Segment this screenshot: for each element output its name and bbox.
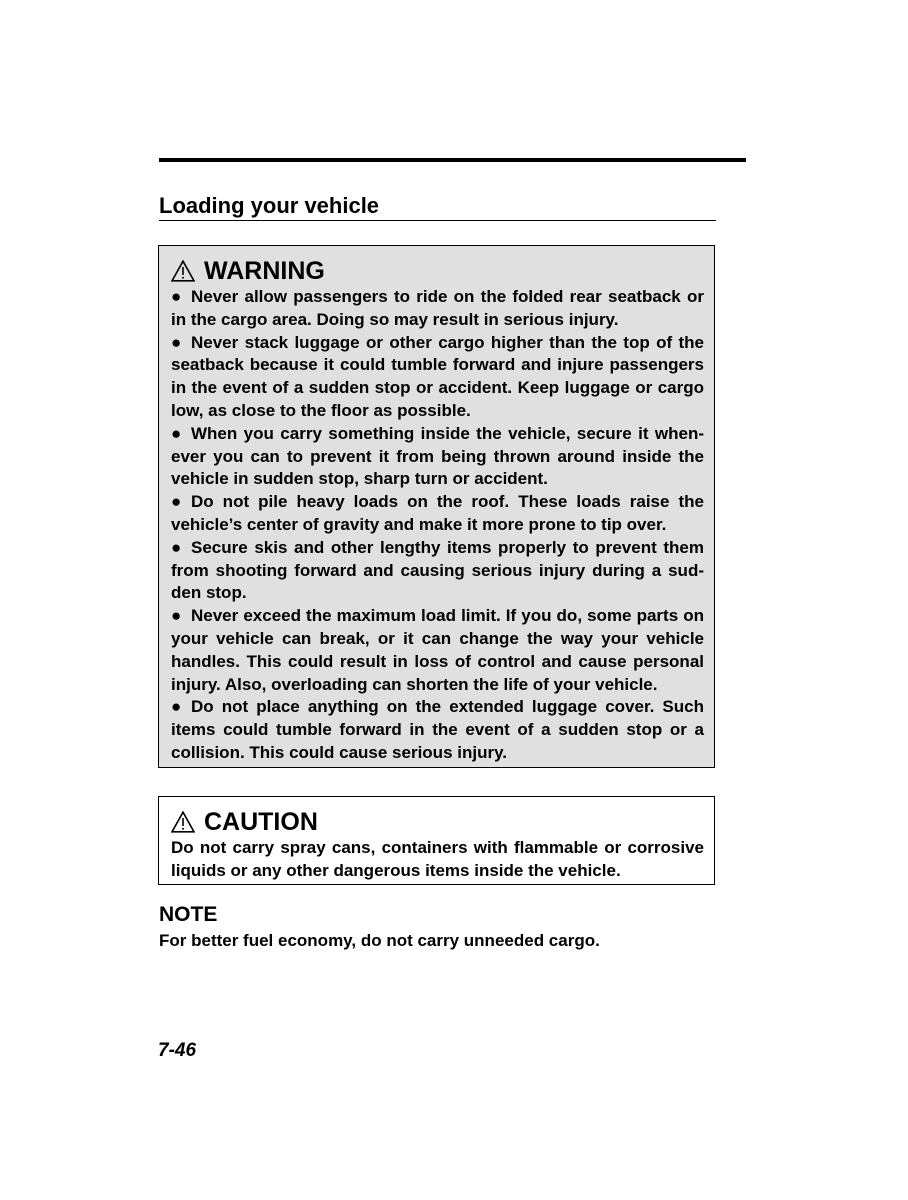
title-underline [159,220,716,221]
bullet-dot: ● [171,606,182,626]
bullet-dot: ● [171,537,182,557]
note-text: For better fuel economy, do not carry unneeded cargo. [159,931,600,950]
page-number: 7-46 [158,1040,197,1061]
list-item [171,537,704,605]
list-item [171,605,704,696]
warning-triangle-icon [171,811,195,833]
section-title: Loading your vehicle [159,193,380,218]
bullet-dot: ● [171,332,182,352]
warning-heading-label: WARNING [204,256,325,285]
top-rule [159,158,746,162]
list-item-text: Never exceed the maximum load limit. If you do, some parts on your vehicle can break, or it can change the way your vehicle handles. This could result in loss of control and cause personal injury. Also, overloading can shorten the life of your vehicle. [171,606,704,694]
bullet-dot: ● [171,697,182,717]
warning-heading [171,256,704,286]
list-item-text: Never allow passengers to ride on the folded rear seatback or in the cargo area. Doing so may result in serious injury. [171,287,704,329]
list-item-text: Do not pile heavy loads on the roof. These loads raise the vehicle’s center of gravity and make it more prone to tip over. [171,492,704,534]
caution-box [158,796,715,885]
warning-list [171,286,704,765]
bullet-dot: ● [171,423,182,443]
list-item-text: When you carry something inside the vehicle, secure it when-ever you can to prevent it from being thrown around inside the vehicle in sudden stop, sharp turn or accident. [171,423,704,489]
caution-heading [171,807,704,837]
warning-triangle-icon [171,260,195,282]
list-item-text: Never stack luggage or other cargo higher than the top of the seatback because it could tumble forward and injure passengers in the event of a sudden stop or accident. Keep luggage or cargo low, as close to the floor as possible. [171,332,704,420]
caution-heading-label: CAUTION [204,807,318,836]
list-item [171,423,704,491]
caution-text: Do not carry spray cans, containers with flammable or corrosive liquids or any other dangerous items inside the vehicle. [171,838,704,880]
warning-box [158,245,715,768]
list-item [171,332,704,423]
list-item [171,696,704,764]
list-item-text: Do not place anything on the extended luggage cover. Such items could tumble forward in the event of a sudden stop or a collision. This could cause serious injury. [171,697,704,762]
list-item-text: Secure skis and other lengthy items properly to prevent them from shooting forward and causing serious injury during a sud-den stop. [171,537,704,603]
note-heading: NOTE [159,903,218,926]
list-item [171,491,704,537]
bullet-dot: ● [171,492,182,512]
bullet-dot: ● [171,287,182,306]
list-item [171,286,704,332]
